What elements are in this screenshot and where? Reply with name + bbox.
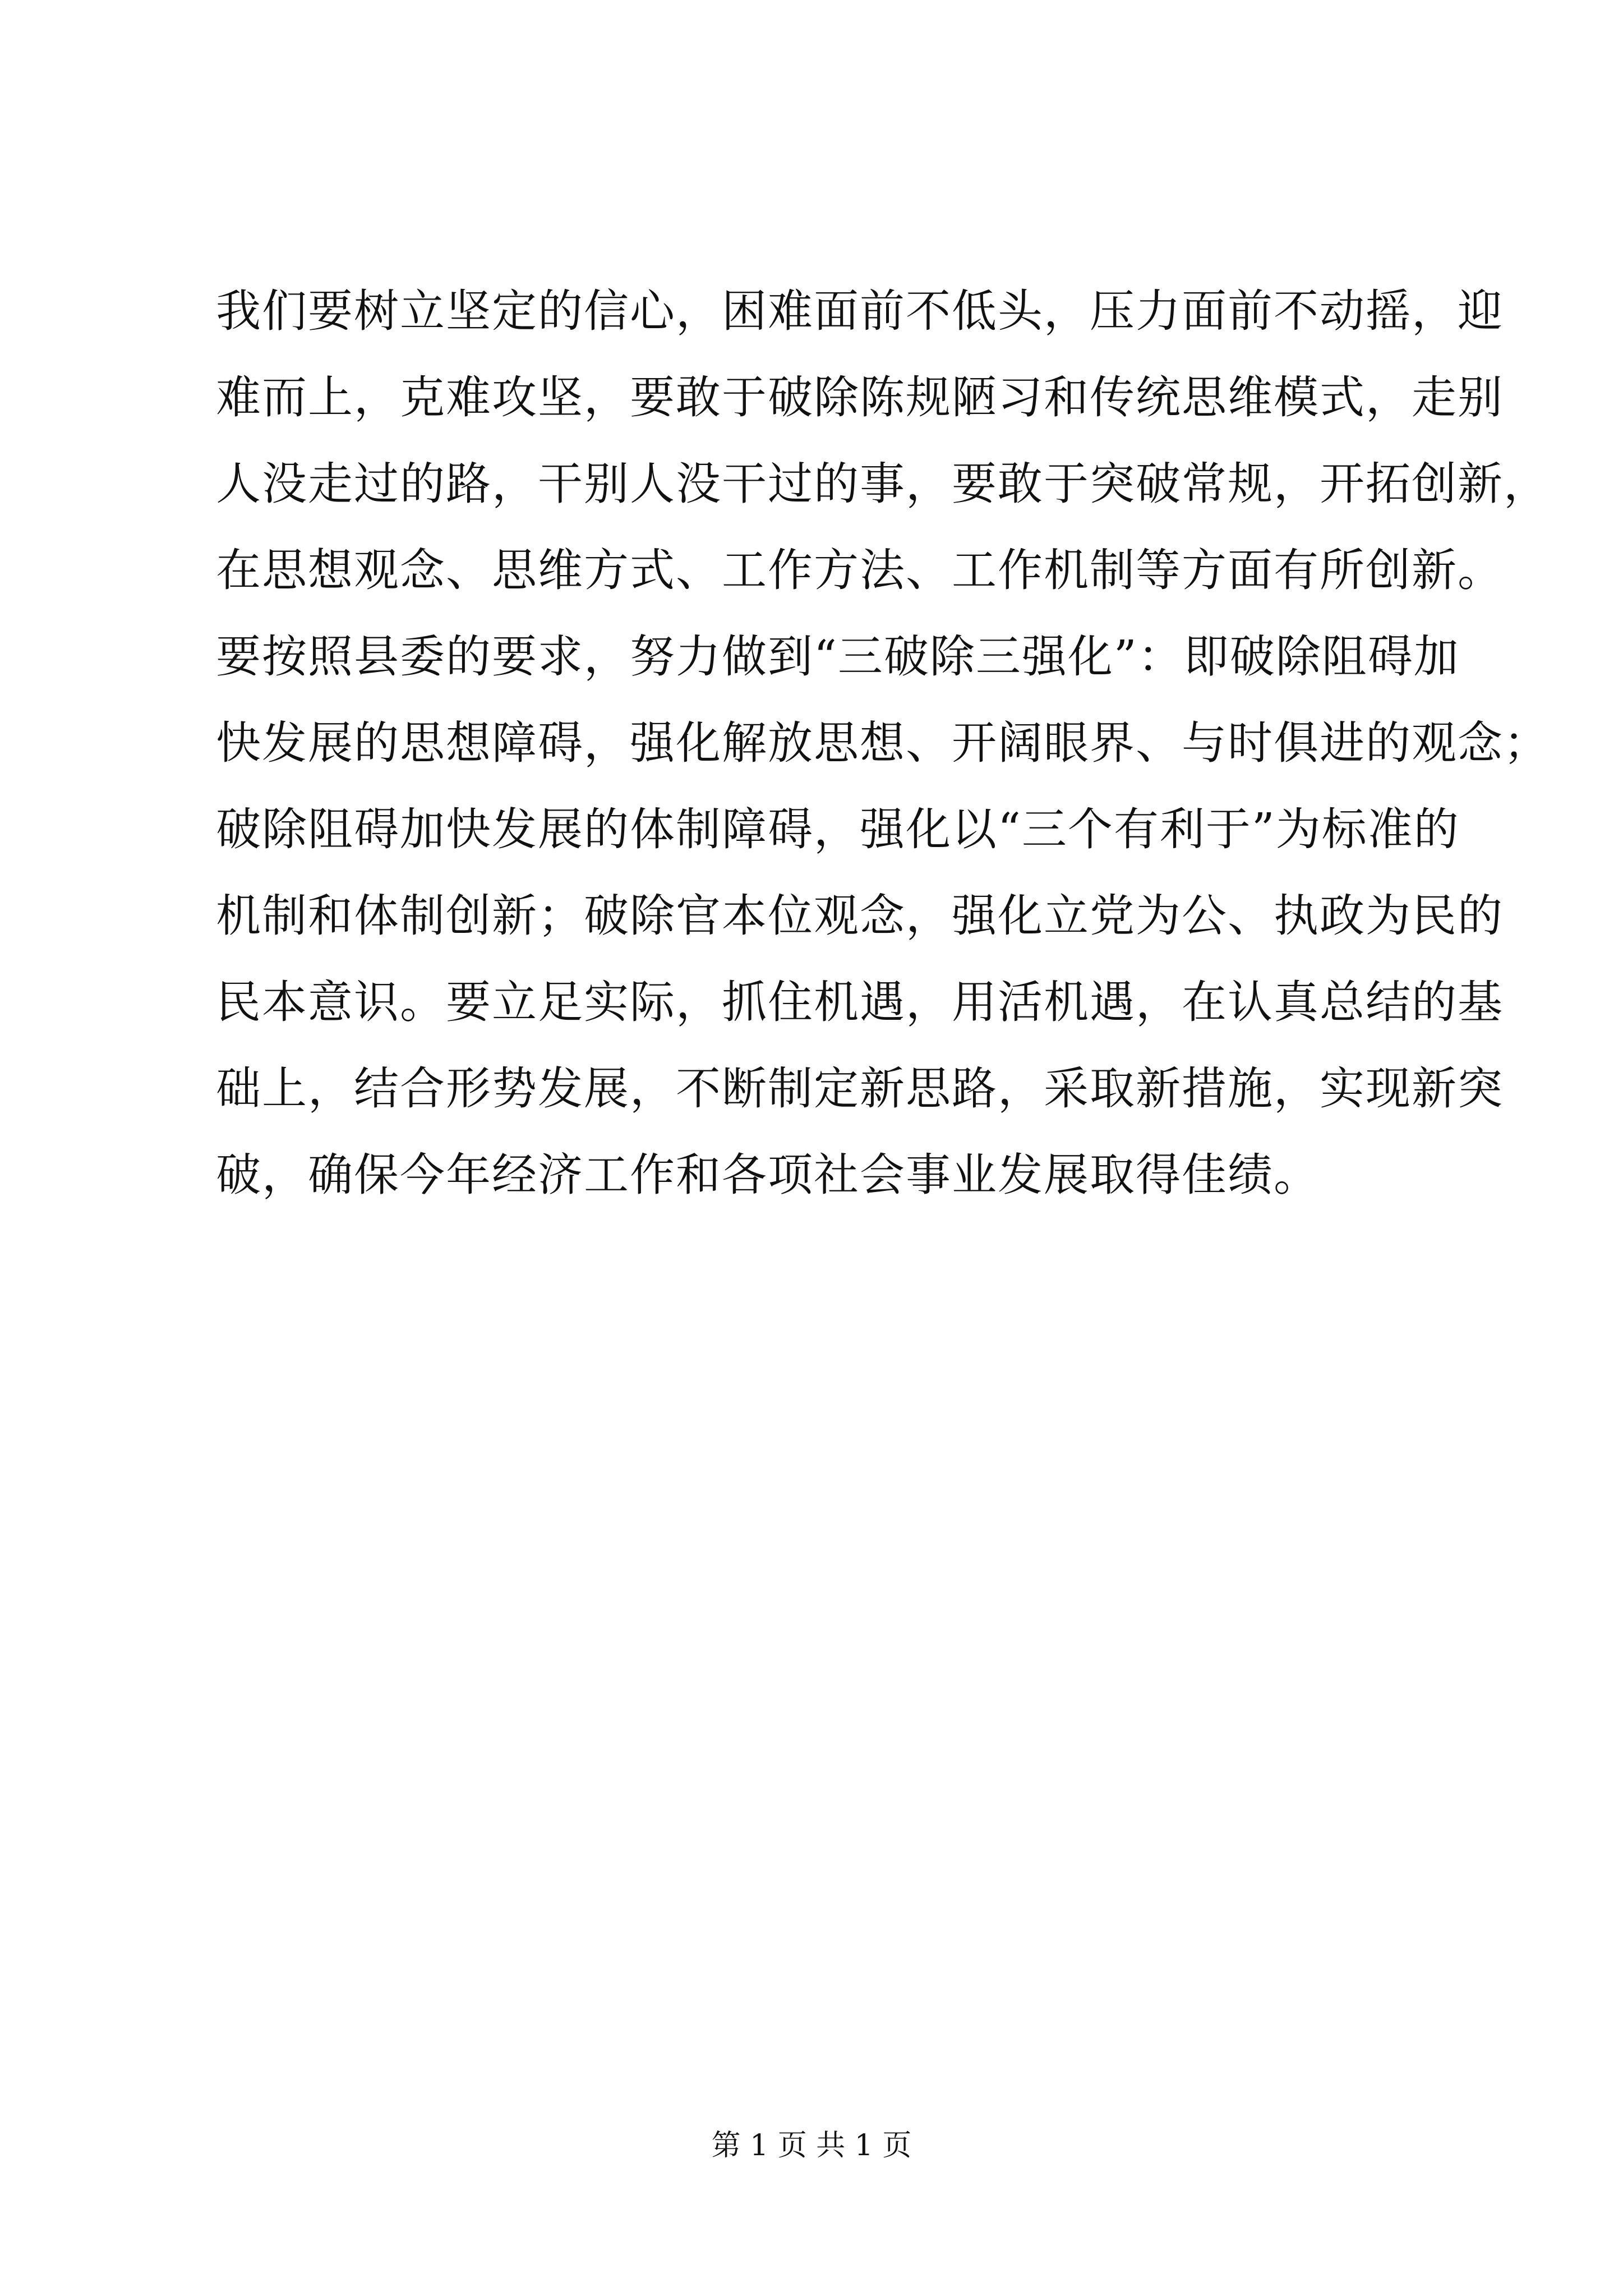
text-line: 机制和体制创新；破除官本位观念，强化立党为公、执政为民的 xyxy=(216,890,1504,942)
body-paragraph xyxy=(216,268,1550,1218)
text-line: 难而上，克难攻坚，要敢于破除陈规陋习和传统思维模式，走别 xyxy=(216,371,1504,424)
text-line: 民本意识。要立足实际，抓住机遇，用活机遇，在认真总结的基 xyxy=(216,976,1504,1028)
text-line: 要按照县委的要求，努力做到“三破除三强化”：即破除阻碍加 xyxy=(216,631,1460,683)
text-line: 快发展的思想障碍，强化解放思想、开阔眼界、与时俱进的观念； xyxy=(216,717,1550,769)
text-line: 础上，结合形势发展，不断制定新思路，采取新措施，实现新突 xyxy=(216,1062,1504,1115)
text-line: 破除阻碍加快发展的体制障碍，强化以“三个有利于”为标准的 xyxy=(216,803,1460,855)
text-line: 在思想观念、思维方式、工作方法、工作机制等方面有所创新。 xyxy=(216,544,1504,596)
text-line: 破，确保今年经济工作和各项社会事业发展取得佳绩。 xyxy=(216,1149,1320,1201)
page-number-footer: 第 1 页 共 1 页 xyxy=(711,2129,912,2162)
text-line: 我们要树立坚定的信心，困难面前不低头，压力面前不动摇，迎 xyxy=(216,285,1504,337)
text-line: 人没走过的路，干别人没干过的事，要敢于突破常规，开拓创新， xyxy=(216,458,1550,510)
